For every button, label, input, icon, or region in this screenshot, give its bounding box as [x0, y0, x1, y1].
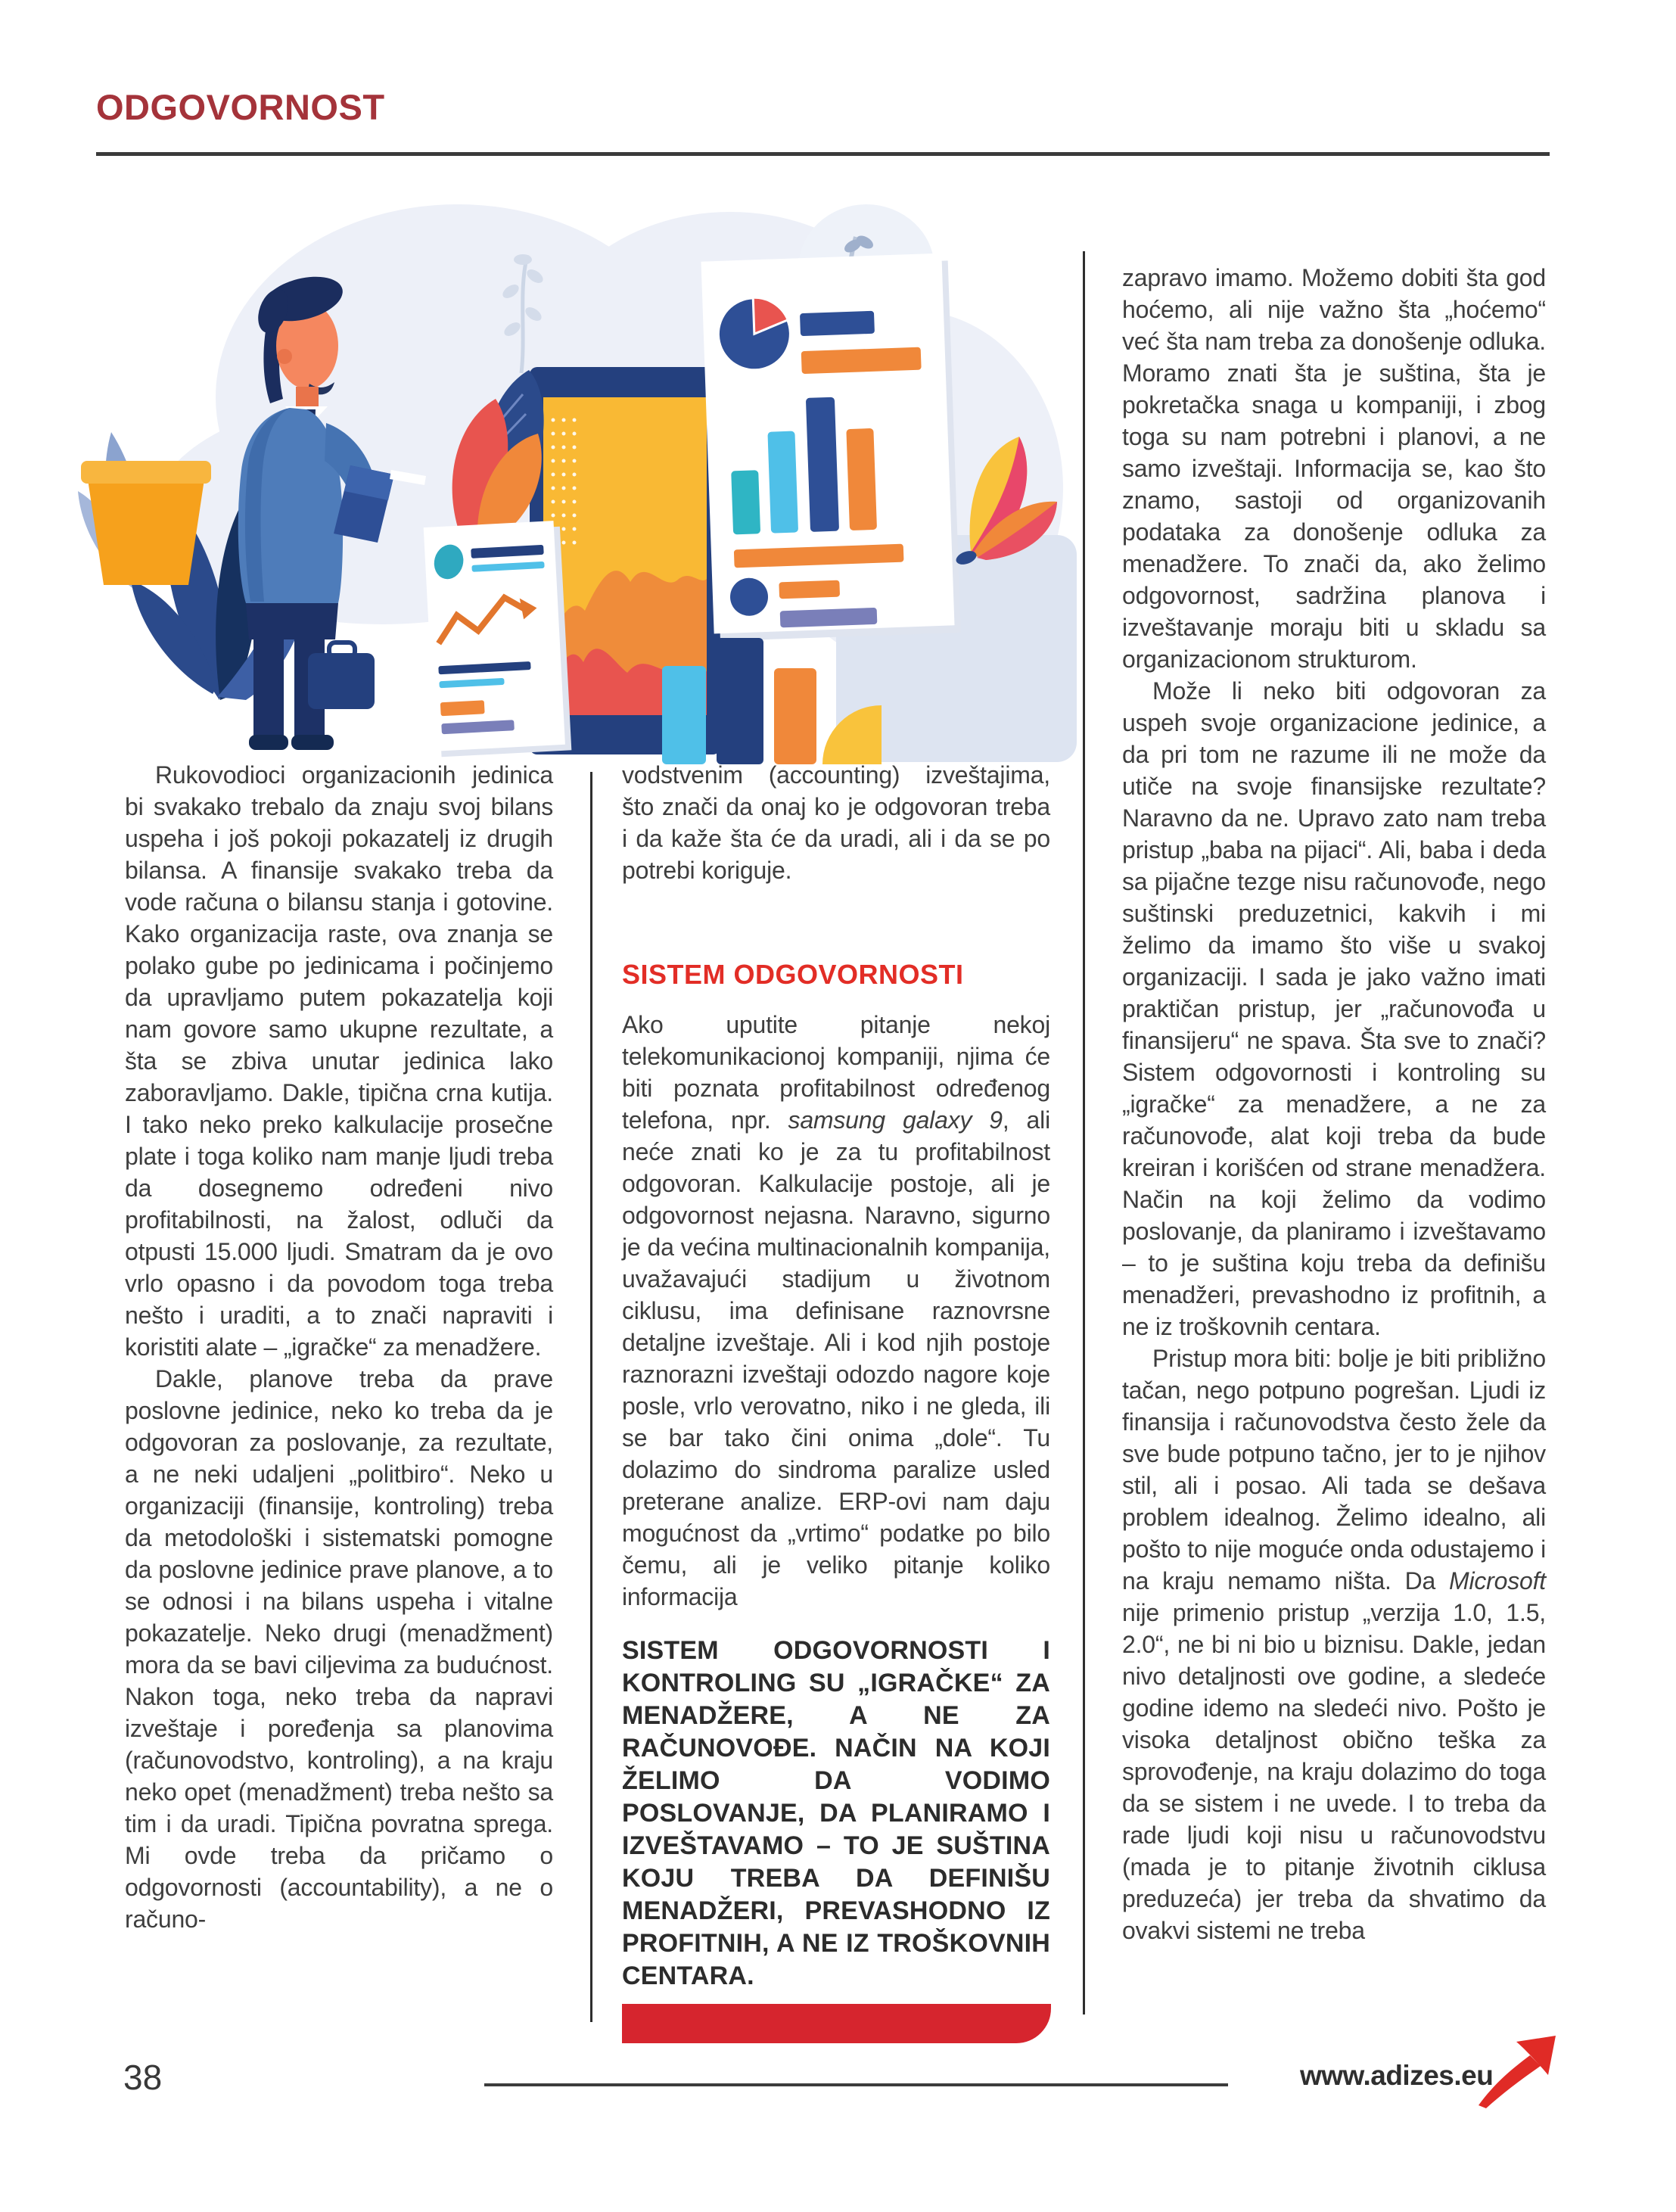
paragraph-text: Ako uputite pitanje nekoj telekomunikacionoj kompaniji, njima će biti poznata profitabilnost određenog telefona, npr.: [622, 1011, 1050, 1134]
body-paragraph: [622, 1009, 1050, 1613]
text-column-2: [622, 759, 1050, 1613]
page-title: ODGOVORNOST: [96, 87, 385, 127]
italic-phrase: Microsoft: [1449, 1567, 1546, 1594]
italic-phrase: samsung galaxy 9: [788, 1106, 1003, 1134]
text-column-1: [125, 759, 553, 1935]
text-column-3: [1122, 262, 1546, 1946]
pull-quote: SISTEM ODGOVORNOSTI I KONTROLING SU „IGRAČKE“ ZA MENADŽERE, A NE ZA RAČUNOVOĐE. NAČIN NA KOJI ŽELIMO DA VODIMO POSLOVANJE, DA PLANIRAMO I IZVEŠTAVAMO – TO JE SUŠTINA KOJU TREBA DA DEFINIŠU MENADŽERI, PREVASHODNO IZ PROFITNIH, A NE IZ TROŠKOVNIH CENTARA.: [622, 1636, 1050, 1990]
section-heading: SISTEM ODGOVORNOSTI: [622, 959, 964, 990]
website-url: www.adizes.eu: [1300, 2060, 1494, 2091]
body-paragraph: vodstvenim (accounting) izveštajima, što znači da onaj ko je odgovoran treba i da kaže šta će da uradi, ali i da se po potrebi koriguje.: [622, 761, 1050, 884]
arrow-up-right-icon: [1474, 2034, 1559, 2108]
header-rule: [96, 152, 1550, 156]
paragraph-text: Pristup mora biti: bolje je biti približno tačan, nego potpuno pogrešan. Ljudi iz finansija i računovodstva često žele da sve bude potpuno tačno, jer to je njihov stil, ali i posao. Ali tada se dešava problem idealnog. Želimo idealno, ali pošto to nije moguće onda odustajemo i na kraju nemamo ništa. Da: [1122, 1345, 1546, 1594]
body-paragraph: Dakle, planove treba da prave poslovne jedinice, neko ko treba da je odgovoran za poslovanje, za rezultate, a ne neki udaljeni „politbiro“. Neko u organizaciji (finansije, kontroling) treba da metodološki i sistematski pomogne da poslovne jedinice prave planove, a to se odnosi i na bilans uspeha i vitalne pokazatelje. Neko drugi (menadžment) mora da se bavi ciljevima za budućnost. Nakon toga, neko treba da napravi izveštaje i poređenja sa planovima (računovodstvo, kontroling), a na kraju neko opet (menadžment) treba nešto sa tim i da uradi. Tipična povratna sprega. Mi ovde treba da pričamo o odgovornosti (accountability), a ne o računo-: [125, 1365, 553, 1933]
notes-sheet: [424, 521, 572, 758]
body-paragraph: [1122, 1342, 1546, 1946]
hero-illustration: [64, 170, 1086, 768]
footer-rule: [484, 2083, 1228, 2086]
column-divider: [590, 772, 592, 2022]
page-number: 38: [123, 2058, 163, 2097]
body-paragraph: Može li neko biti odgovoran za uspeh svoje organizacione jedinice, a da pri tom ne razume ili ne može da utiče na svoje finansijske rezultate? Naravno da ne. Upravo zato nam treba pristup „baba na pijaci“. Ali, baba i deda sa pijačne tezge nisu računovođe, nego suštinski preduzetnici, kakvih i mi želimo da imamo što više u svakoj organizaciji. I sada je jako važno imati praktičan pristup, jer „računovođa u finansijeru“ ne spava. Šta sve to znači? Sistem odgovornosti i kontroling su „igračke“ za menadžere, a ne za računovođe, alat koji treba da bude kreiran i korišćen od strane menadžera. Način na koji želimo da vodimo poslovanje, da planiramo i izveštavamo – to je suština koju treba da definišu menadžeri, prevashodno iz profitnih, a ne iz troškovnih centara.: [1122, 677, 1546, 1340]
body-paragraph: zapravo imamo. Možemo dobiti šta god hoćemo, ali nije važno šta „hoćemo“ već šta nam treba za donošenje odluka. Moramo znati šta je suština, šta je pokretačka snaga u kompaniji, i zbog toga su nam potrebni i planovi, a ne samo izveštaji. Informacija se, kao što znamo, sastoji od organizovanih podataka za donošenje odluka za menadžere. To znači da, ako želimo odgovornost, sadržina planova i izveštavanje moraju biti u skladu sa organizacionom strukturom.: [1122, 264, 1546, 673]
report-sheet: [701, 253, 961, 641]
highlight-bar: [622, 2004, 1051, 2043]
body-paragraph: Rukovodioci organizacionih jedinica bi svakako trebalo da znaju svoj bilans uspeha i još pokoji pokazatelj iz drugih bilansa. A finansije svakako treba da vode računa o bilansu stanja i gotovine. Kako organizacija raste, ova znanja se polako gube po jedinicama i počinjemo da upravljamo putem pokazatelja koji nam govore samo ukupne rezultate, a šta se zbiva unutar jedinica lako zaboravljamo. Dakle, tipična crna kutija. I tako neko preko kalkulacije prosečne plate i toga koliko nam manje ljudi treba da dosegnemo određeni nivo profitabilnosti, na žalost, odluči da otpusti 15.000 ljudi. Smatram da je ovo vrlo opasno i da povodom toga treba nešto i uraditi, a to znači napraviti i koristiti alate – „igračke“ za menadžere.: [125, 761, 553, 1361]
paragraph-text: , ali neće znati ko je za tu profitabilnost odgovoran. Kalkulacije postoje, ali je odgovornost nejasna. Naravno, sigurno je da većina multinacionalnih kompanija, uvažavajući stadijum u životnom ciklusu, ima definisane raznovrsne detaljne izveštaje. Ali i kod njih postoje raznorazni izveštaji odozdo nagore koje posle, vrlo verovatno, niko i ne gleda, ili se bar tako čini onima „dole“. Tu dolazimo do sindroma paralize usled preterane analize. ERP-ovi nam daju mogućnost da „vrtimo“ podatke po bilo čemu, ali je veliko pitanje koliko informacija: [622, 1106, 1050, 1610]
paragraph-text: nije primenio pristup „verzija 1.0, 1.5, 2.0“, ne bi ni bio u biznisu. Dakle, jedan nivo detaljnosti ove godine, a sledeće godine idemo na sledeći nivo. Pošto je visoka detaljnost obično teška za sprovođenje, na kraju dolazimo do toga da se sistem i ne uvede. I to treba da rade ljudi koji nisu u računovodstvu (mada je to pitanje životnih ciklusa preduzeća) jer treba da shvatimo da ovakvi sistemi ne treba: [1122, 1599, 1546, 1944]
column-divider: [1083, 251, 1085, 2014]
